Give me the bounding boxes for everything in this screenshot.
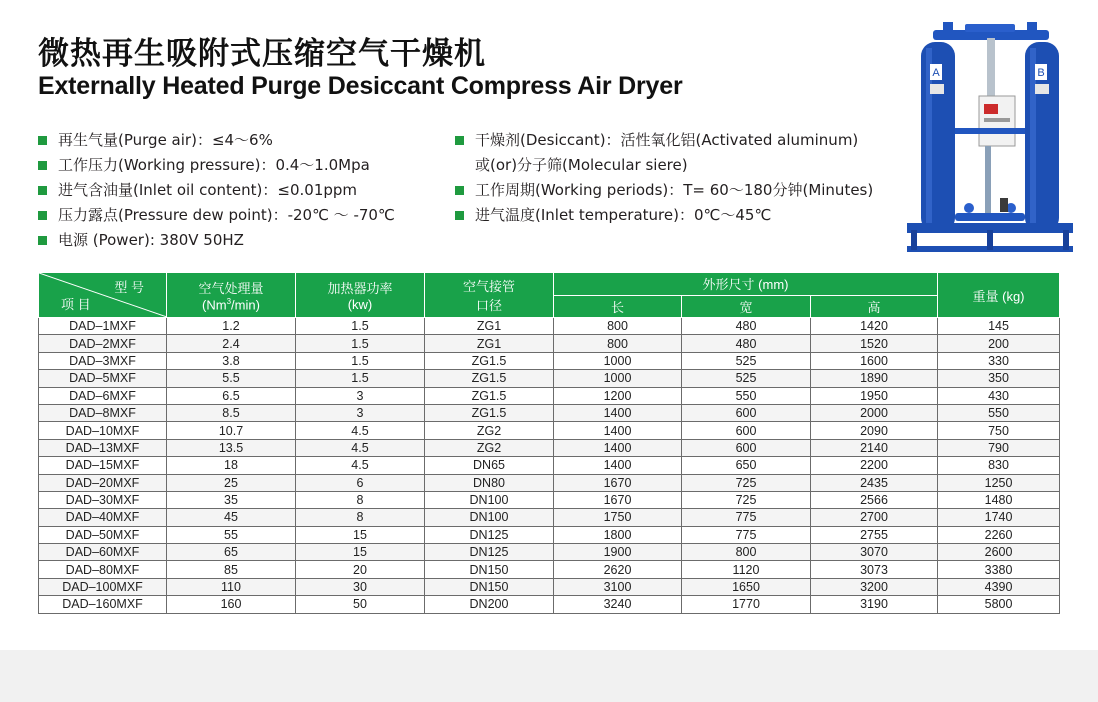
corner-header-item: 项 目 xyxy=(61,297,91,312)
page-title-chinese: 微热再生吸附式压缩空气干燥机 xyxy=(38,36,486,72)
cell-model: DAD–50MXF xyxy=(39,526,167,543)
table-row xyxy=(39,335,1060,352)
cell-model: DAD–2MXF xyxy=(39,335,167,352)
bullet-square-icon xyxy=(38,186,47,195)
cell-flow: 6.5 xyxy=(167,387,296,404)
bullet-square-icon xyxy=(455,136,464,145)
cell-width: 725 xyxy=(682,474,811,491)
spec-inlet-oil: 进气含油量(Inlet oil content)：≤0.01ppm xyxy=(38,178,395,203)
cell-flow: 45 xyxy=(167,509,296,526)
cell-heater: 4.5 xyxy=(296,422,425,439)
cell-width: 800 xyxy=(682,544,811,561)
cell-pipe: DN80 xyxy=(425,474,554,491)
tower-b-label: B xyxy=(1037,67,1045,79)
cell-height: 2000 xyxy=(811,404,938,421)
cell-weight: 2600 xyxy=(938,544,1060,561)
cell-weight: 200 xyxy=(938,335,1060,352)
pipe-size-header: 空气接管 口径 xyxy=(425,273,554,318)
bullet-square-icon xyxy=(38,211,47,220)
cell-model: DAD–13MXF xyxy=(39,439,167,456)
cell-flow: 10.7 xyxy=(167,422,296,439)
cell-height: 2566 xyxy=(811,491,938,508)
cell-height: 3070 xyxy=(811,544,938,561)
cell-flow: 35 xyxy=(167,491,296,508)
bullet-square-icon xyxy=(455,211,464,220)
cell-height: 2140 xyxy=(811,439,938,456)
bullet-square-icon xyxy=(38,161,47,170)
cell-pipe: DN200 xyxy=(425,596,554,613)
cell-width: 525 xyxy=(682,370,811,387)
cell-heater: 50 xyxy=(296,596,425,613)
cell-height: 3200 xyxy=(811,578,938,595)
cell-flow: 25 xyxy=(167,474,296,491)
cell-heater: 8 xyxy=(296,509,425,526)
cell-weight: 330 xyxy=(938,352,1060,369)
cell-pipe: ZG1.5 xyxy=(425,352,554,369)
cell-model: DAD–30MXF xyxy=(39,491,167,508)
table-row xyxy=(39,318,1060,335)
cell-width: 775 xyxy=(682,526,811,543)
tower-a-label: A xyxy=(932,67,940,79)
cell-heater: 15 xyxy=(296,526,425,543)
cell-length: 1400 xyxy=(554,439,682,456)
table-row xyxy=(39,578,1060,595)
cell-width: 650 xyxy=(682,457,811,474)
cell-height: 1520 xyxy=(811,335,938,352)
corner-header-model: 型 号 xyxy=(114,280,144,295)
air-dryer-product-image xyxy=(905,18,1075,258)
cell-pipe: DN100 xyxy=(425,491,554,508)
cell-flow: 55 xyxy=(167,526,296,543)
bullet-square-icon xyxy=(38,136,47,145)
cell-weight: 145 xyxy=(938,318,1060,335)
cell-pipe: ZG1 xyxy=(425,335,554,352)
spec-working-pressure: 工作压力(Working pressure)：0.4～1.0Mpa xyxy=(38,153,395,178)
cell-heater: 3 xyxy=(296,387,425,404)
table-row xyxy=(39,404,1060,421)
cell-pipe: ZG2 xyxy=(425,422,554,439)
cell-heater: 4.5 xyxy=(296,457,425,474)
cell-width: 1770 xyxy=(682,596,811,613)
cell-heater: 4.5 xyxy=(296,439,425,456)
cell-heater: 20 xyxy=(296,561,425,578)
cell-length: 1400 xyxy=(554,422,682,439)
length-header: 长 xyxy=(554,295,682,318)
table-row xyxy=(39,422,1060,439)
cell-heater: 1.5 xyxy=(296,335,425,352)
cell-model: DAD–80MXF xyxy=(39,561,167,578)
cell-height: 1600 xyxy=(811,352,938,369)
dimensions-header: 外形尺寸 (mm) xyxy=(554,273,938,296)
cell-pipe: ZG1 xyxy=(425,318,554,335)
cell-height: 2435 xyxy=(811,474,938,491)
cell-length: 800 xyxy=(554,335,682,352)
table-row xyxy=(39,491,1060,508)
cell-length: 3100 xyxy=(554,578,682,595)
cell-width: 480 xyxy=(682,335,811,352)
cell-flow: 65 xyxy=(167,544,296,561)
cell-model: DAD–100MXF xyxy=(39,578,167,595)
cell-height: 3190 xyxy=(811,596,938,613)
cell-model: DAD–1MXF xyxy=(39,318,167,335)
cell-flow: 5.5 xyxy=(167,370,296,387)
cell-flow: 1.2 xyxy=(167,318,296,335)
cell-width: 725 xyxy=(682,491,811,508)
cell-pipe: DN150 xyxy=(425,561,554,578)
cell-heater: 8 xyxy=(296,491,425,508)
cell-width: 600 xyxy=(682,439,811,456)
bullet-square-icon xyxy=(455,186,464,195)
spec-list-left xyxy=(38,128,395,253)
cell-weight: 750 xyxy=(938,422,1060,439)
cell-heater: 1.5 xyxy=(296,370,425,387)
cell-weight: 5800 xyxy=(938,596,1060,613)
cell-height: 3073 xyxy=(811,561,938,578)
height-header: 高 xyxy=(811,295,938,318)
cell-model: DAD–8MXF xyxy=(39,404,167,421)
page-title-english: Externally Heated Purge Desiccant Compress Air Dryer xyxy=(38,72,683,100)
table-row xyxy=(39,509,1060,526)
cell-pipe: ZG1.5 xyxy=(425,387,554,404)
cell-pipe: DN65 xyxy=(425,457,554,474)
cell-height: 2700 xyxy=(811,509,938,526)
cell-pipe: ZG1.5 xyxy=(425,370,554,387)
spec-power: 电源 (Power): 380V 50HZ xyxy=(38,228,395,253)
cell-flow: 13.5 xyxy=(167,439,296,456)
width-header: 宽 xyxy=(682,295,811,318)
cell-model: DAD–20MXF xyxy=(39,474,167,491)
weight-header: 重量 (kg) xyxy=(938,273,1060,318)
cell-width: 775 xyxy=(682,509,811,526)
cell-width: 1120 xyxy=(682,561,811,578)
table-row xyxy=(39,474,1060,491)
cell-heater: 30 xyxy=(296,578,425,595)
spec-desiccant: 干燥剂(Desiccant)：活性氧化铝(Activated aluminum) xyxy=(455,128,873,153)
cell-length: 1750 xyxy=(554,509,682,526)
cell-length: 1200 xyxy=(554,387,682,404)
cell-weight: 830 xyxy=(938,457,1060,474)
spec-list-right xyxy=(455,128,873,228)
cell-length: 800 xyxy=(554,318,682,335)
table-row xyxy=(39,596,1060,613)
table-row xyxy=(39,370,1060,387)
cell-flow: 2.4 xyxy=(167,335,296,352)
cell-width: 1650 xyxy=(682,578,811,595)
cell-weight: 550 xyxy=(938,404,1060,421)
specification-table xyxy=(38,272,1060,614)
cell-length: 1000 xyxy=(554,352,682,369)
cell-height: 2200 xyxy=(811,457,938,474)
table-row xyxy=(39,561,1060,578)
cell-weight: 790 xyxy=(938,439,1060,456)
cell-flow: 85 xyxy=(167,561,296,578)
cell-length: 1400 xyxy=(554,404,682,421)
cell-pipe: DN125 xyxy=(425,526,554,543)
cell-height: 2090 xyxy=(811,422,938,439)
flow-capacity-header: 空气处理量 (Nm$^3$/min) xyxy=(167,273,296,318)
cell-width: 600 xyxy=(682,422,811,439)
cell-length: 1670 xyxy=(554,491,682,508)
cell-weight: 1480 xyxy=(938,491,1060,508)
table-row xyxy=(39,457,1060,474)
cell-flow: 110 xyxy=(167,578,296,595)
table-row xyxy=(39,526,1060,543)
heater-power-header: 加热器功率 (kw) xyxy=(296,273,425,318)
cell-model: DAD–160MXF xyxy=(39,596,167,613)
cell-width: 550 xyxy=(682,387,811,404)
cell-weight: 1250 xyxy=(938,474,1060,491)
cell-model: DAD–40MXF xyxy=(39,509,167,526)
cell-length: 1670 xyxy=(554,474,682,491)
cell-pipe: DN100 xyxy=(425,509,554,526)
cell-pipe: ZG1.5 xyxy=(425,404,554,421)
cell-length: 1900 xyxy=(554,544,682,561)
cell-flow: 8.5 xyxy=(167,404,296,421)
cell-heater: 3 xyxy=(296,404,425,421)
spec-inlet-temperature: 进气温度(Inlet temperature)：0℃～45℃ xyxy=(455,203,873,228)
cell-width: 480 xyxy=(682,318,811,335)
cell-heater: 6 xyxy=(296,474,425,491)
cell-flow: 3.8 xyxy=(167,352,296,369)
table-row xyxy=(39,544,1060,561)
cell-pipe: DN125 xyxy=(425,544,554,561)
cell-height: 1950 xyxy=(811,387,938,404)
cell-length: 1000 xyxy=(554,370,682,387)
cell-model: DAD–6MXF xyxy=(39,387,167,404)
cell-weight: 4390 xyxy=(938,578,1060,595)
cell-flow: 160 xyxy=(167,596,296,613)
spec-working-periods: 工作周期(Working periods)：T= 60～180分钟(Minutes) xyxy=(455,178,873,203)
cell-length: 3240 xyxy=(554,596,682,613)
cell-weight: 3380 xyxy=(938,561,1060,578)
cell-pipe: ZG2 xyxy=(425,439,554,456)
cell-width: 600 xyxy=(682,404,811,421)
cell-model: DAD–60MXF xyxy=(39,544,167,561)
cell-length: 1400 xyxy=(554,457,682,474)
bullet-square-icon xyxy=(38,236,47,245)
table-row xyxy=(39,439,1060,456)
page-bottom-band xyxy=(0,650,1098,702)
spec-dew-point: 压力露点(Pressure dew point)：-20℃ ～ -70℃ xyxy=(38,203,395,228)
cell-model: DAD–3MXF xyxy=(39,352,167,369)
cell-weight: 350 xyxy=(938,370,1060,387)
cell-heater: 15 xyxy=(296,544,425,561)
cell-weight: 430 xyxy=(938,387,1060,404)
cell-model: DAD–15MXF xyxy=(39,457,167,474)
table-row xyxy=(39,387,1060,404)
spec-purge-air: 再生气量(Purge air)：≤4～6% xyxy=(38,128,395,153)
cell-heater: 1.5 xyxy=(296,352,425,369)
cell-height: 1420 xyxy=(811,318,938,335)
cell-height: 2755 xyxy=(811,526,938,543)
corner-header-cell xyxy=(39,273,167,318)
spec-desiccant-continued: 或(or)分子筛(Molecular siere) xyxy=(475,156,688,174)
cell-length: 1800 xyxy=(554,526,682,543)
cell-model: DAD–5MXF xyxy=(39,370,167,387)
cell-pipe: DN150 xyxy=(425,578,554,595)
diagonal-line-icon xyxy=(39,273,167,317)
cell-model: DAD–10MXF xyxy=(39,422,167,439)
table-row xyxy=(39,352,1060,369)
cell-flow: 18 xyxy=(167,457,296,474)
table-body xyxy=(39,318,1060,614)
cell-weight: 1740 xyxy=(938,509,1060,526)
cell-heater: 1.5 xyxy=(296,318,425,335)
cell-width: 525 xyxy=(682,352,811,369)
cell-weight: 2260 xyxy=(938,526,1060,543)
cell-height: 1890 xyxy=(811,370,938,387)
cell-length: 2620 xyxy=(554,561,682,578)
